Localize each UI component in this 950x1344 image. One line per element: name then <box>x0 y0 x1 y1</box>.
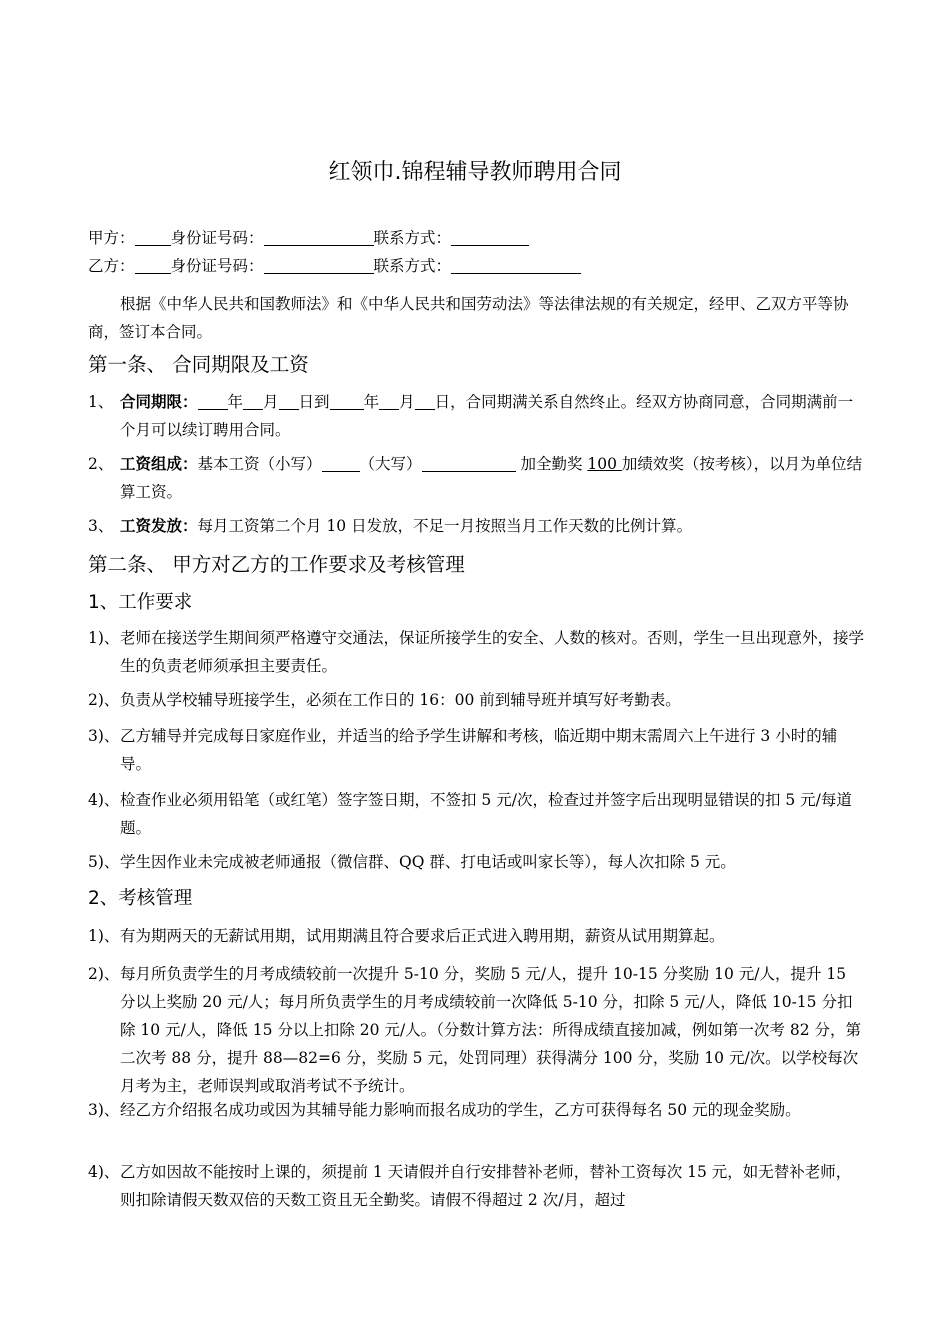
party-a-label: 甲方： <box>88 229 135 247</box>
end-day-blank[interactable] <box>415 391 435 410</box>
attendance-bonus-label: 加全勤奖 <box>515 455 588 473</box>
party-a-id-blank[interactable] <box>264 227 374 246</box>
requirement-item <box>88 848 866 876</box>
article-1-item-2 <box>88 450 866 506</box>
party-b-id-blank[interactable] <box>264 255 374 274</box>
item-label: 合同期限： <box>120 392 198 411</box>
attendance-bonus-value: 100 <box>587 455 622 473</box>
base-salary-large-label: （大写） <box>359 455 422 473</box>
item-number: 4)、 <box>88 791 120 809</box>
requirement-item <box>88 722 866 778</box>
month-text: 月 <box>399 393 415 411</box>
requirement-item <box>88 786 866 842</box>
party-a-line <box>88 224 864 252</box>
day-to-text: 日到 <box>298 393 330 411</box>
requirement-item <box>88 686 866 714</box>
article-2-heading: 第二条、 甲方对乙方的工作要求及考核管理 <box>88 553 465 576</box>
base-salary-large-blank[interactable] <box>422 453 516 472</box>
party-b-contact-blank[interactable] <box>451 255 581 274</box>
base-salary-small-label: 基本工资（小写） <box>197 455 322 473</box>
item-number: 1)、 <box>88 629 120 647</box>
work-requirements-heading: 1、工作要求 <box>88 592 193 613</box>
item-text: 负责从学校辅导班接学生，必须在工作日的 16：00 前到辅导班并填写好考勤表。 <box>120 691 681 709</box>
item-number: 3)、 <box>88 1101 120 1119</box>
item-number: 2)、 <box>88 965 120 983</box>
item-text: 经乙方介绍报名成功或因为其辅导能力影响而报名成功的学生，乙方可获得每名 50 元的现金奖励。 <box>120 1101 801 1119</box>
article-1-item-3 <box>88 512 866 540</box>
item-text: 有为期两天的无薪试用期，试用期满且符合要求后正式进入聘用期，薪资从试用期算起。 <box>120 927 725 945</box>
assessment-heading: 2、考核管理 <box>88 888 193 909</box>
item-number: 3)、 <box>88 727 120 745</box>
party-a-contact-label: 联系方式： <box>373 229 452 247</box>
article-1-heading: 第一条、 合同期限及工资 <box>88 353 309 376</box>
party-b-line <box>88 252 864 280</box>
item-number: 4)、 <box>88 1163 120 1181</box>
year-text: 年 <box>227 393 244 411</box>
start-day-blank[interactable] <box>279 391 299 410</box>
party-b-label: 乙方： <box>88 257 135 275</box>
item-text: 每月所负责学生的月考成绩较前一次提升 5-10 分，奖励 5 元/人，提升 10-15 分奖励 10 元/人，提升 15 分以上奖励 20 元/人；每月所负责学生的月考成绩较前一次降低 5-10 分，扣除 5 元/人，降低 10-15 分扣除 10 元/人，降低 15 分以上扣除 20 元/人。（分数计算方法：所得成绩直接加减，例如第一次考 82 分，第二次考 88 分，提升 88—82=6 分，奖励 5 元，处罚同理）获得满分 100 分，奖励 10 元/次。以学校每次月考为主，老师误判或取消考试不予统计。 <box>120 965 862 1095</box>
item-number: 5)、 <box>88 853 120 871</box>
intro-paragraph: 根据《中华人民共和国教师法》和《中华人民共和国劳动法》等法律法规的有关规定，经甲、乙双方平等协商，签订本合同。 <box>88 295 849 341</box>
item-text: 乙方辅导并完成每日家庭作业，并适当的给予学生讲解和考核，临近期中期末需周六上午进行 3 小时的辅导。 <box>120 727 838 773</box>
end-year-blank[interactable] <box>330 391 364 410</box>
performance-bonus-text: 加绩效奖（按考核），以月为单位结算工资。 <box>120 455 863 501</box>
item-number: 1)、 <box>88 927 120 945</box>
party-a-name-blank[interactable] <box>135 227 171 246</box>
base-salary-small-blank[interactable] <box>322 453 360 472</box>
party-b-name-blank[interactable] <box>135 255 171 274</box>
item-text: 老师在接送学生期间须严格遵守交通法，保证所接学生的安全、人数的核对。否则，学生一旦出现意外，接学生的负责老师须承担主要责任。 <box>120 629 865 675</box>
party-b-contact-label: 联系方式： <box>373 257 452 275</box>
end-month-blank[interactable] <box>379 391 399 410</box>
item-number: 1、 <box>88 393 114 411</box>
year-text: 年 <box>363 393 380 411</box>
item-text: 检查作业必须用铅笔（或红笔）签字签日期，不签扣 5 元/次，检查过并签字后出现明显错误的扣 5 元/每道题。 <box>120 791 852 837</box>
party-b-id-label: 身份证号码： <box>170 257 264 275</box>
contract-term-text: 日，合同期满关系自然终止。经双方协商同意，合同期满前一个月可以续订聘用合同。 <box>120 393 854 439</box>
assessment-item <box>88 922 866 950</box>
article-1-item-1 <box>88 388 866 444</box>
requirement-item <box>88 624 866 680</box>
month-text: 月 <box>263 393 279 411</box>
start-year-blank[interactable] <box>198 391 228 410</box>
assessment-item <box>88 960 866 1100</box>
item-number: 3、 <box>88 517 114 535</box>
party-a-contact-blank[interactable] <box>451 227 529 246</box>
item-text: 乙方如因故不能按时上课的，须提前 1 天请假并自行安排替补老师，替补工资每次 15 元，如无替补老师，则扣除请假天数双倍的天数工资且无全勤奖。请假不得超过 2 次/月，超过 <box>120 1163 852 1209</box>
item-number: 2)、 <box>88 691 120 709</box>
party-a-id-label: 身份证号码： <box>170 229 264 247</box>
item-number: 2、 <box>88 455 114 473</box>
start-month-blank[interactable] <box>243 391 263 410</box>
document-title: 红领巾.锦程辅导教师聘用合同 <box>328 160 622 185</box>
item-label: 工资发放： <box>120 516 198 535</box>
assessment-item <box>88 1158 866 1214</box>
item-text: 学生因作业未完成被老师通报（微信群、QQ 群、打电话或叫家长等），每人次扣除 5 元。 <box>120 853 736 871</box>
item-label: 工资组成： <box>120 454 198 473</box>
assessment-item <box>88 1096 866 1124</box>
item-text: 每月工资第二个月 10 日发放，不足一月按照当月工作天数的比例计算。 <box>197 517 693 535</box>
